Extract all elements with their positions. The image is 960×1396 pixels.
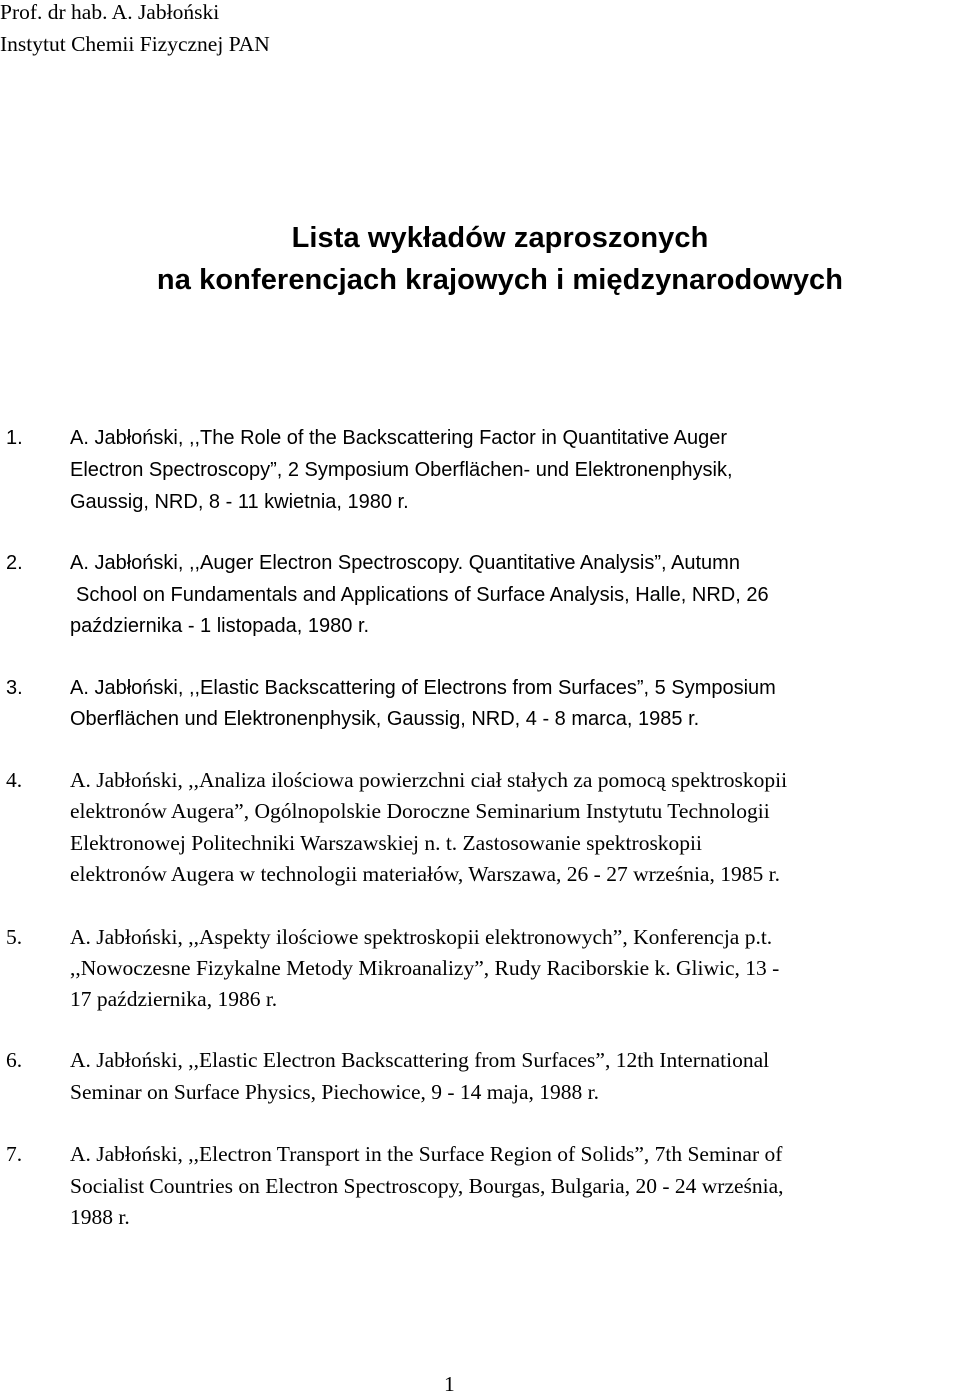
lecture-item-number: 1. [6,427,23,449]
lecture-item-text-line: elektronów Augera”, Ogólnopolskie Doroczne Seminarium Instytutu Technologii [70,799,770,823]
lecture-item-text-line: Electron Spectroscopy”, 2 Symposium Oberflächen- und Elektronenphysik, [70,459,733,481]
institute-line: Instytut Chemii Fizycznej PAN [0,32,270,56]
lecture-item-text-line: Socialist Countries on Electron Spectroscopy, Bourgas, Bulgaria, 20 - 24 września, [70,1174,784,1198]
page-number: 1 [444,1372,455,1396]
lecture-item-number: 6. [6,1048,23,1072]
lecture-item-number: 5. [6,925,23,949]
lecture-item-text-line: elektronów Augera w technologii materiałów, Warszawa, 26 - 27 września, 1985 r. [70,862,780,886]
lecture-item-number: 3. [6,677,23,699]
lecture-item-text-line: A. Jabłoński, ,,Auger Electron Spectroscopy. Quantitative Analysis”, Autumn [70,552,740,574]
lecture-item-text-line: 1988 r. [70,1205,130,1229]
lecture-item-text-line: A. Jabłoński, ,,Elastic Backscattering of Electrons from Surfaces”, 5 Symposium [70,677,776,699]
lecture-item-text-line: A. Jabłoński, ,,Elastic Electron Backscattering from Surfaces”, 12th International [70,1048,770,1072]
lecture-item-text-line: Elektronowej Politechniki Warszawskiej n. t. Zastosowanie spektroskopii [70,831,703,855]
lecture-item-text-line: School on Fundamentals and Applications of Surface Analysis, Halle, NRD, 26 [76,584,769,606]
lecture-item-text-line: A. Jabłoński, ,,Analiza ilościowa powierzchni ciał stałych za pomocą spektroskopii [70,768,788,792]
lecture-item-text-line: Gaussig, NRD, 8 - 11 kwietnia, 1980 r. [70,491,409,513]
lecture-item-text-line: A. Jabłoński, ,,Electron Transport in the Surface Region of Solids”, 7th Seminar of [70,1142,783,1166]
lecture-item-text-line: Oberflächen und Elektronenphysik, Gaussig, NRD, 4 - 8 marca, 1985 r. [70,708,700,730]
author-line: Prof. dr hab. A. Jabłoński [0,0,220,24]
document-title-line-2: na konferencjach krajowych i międzynarodowych [156,264,844,296]
lecture-item-text-line: A. Jabłoński, ,,The Role of the Backscattering Factor in Quantitative Auger [70,427,728,449]
lecture-item-text-line: października - 1 listopada, 1980 r. [70,615,370,637]
lecture-item-text-line: 17 października, 1986 r. [70,987,278,1011]
lecture-item-text-line: A. Jabłoński, ,,Aspekty ilościowe spektroskopii elektronowych”, Konferencja p.t. [70,925,773,949]
lecture-item-text-line: ,,Nowoczesne Fizykalne Metody Mikroanalizy”, Rudy Raciborskie k. Gliwic, 13 - [70,956,780,980]
lecture-item-number: 4. [6,768,23,792]
lecture-item-number: 2. [6,552,23,574]
lecture-item-number: 7. [6,1142,23,1166]
document-title-line-1: Lista wykładów zaproszonych [291,222,709,254]
lecture-item-text-line: Seminar on Surface Physics, Piechowice, 9 - 14 maja, 1988 r. [70,1080,600,1104]
